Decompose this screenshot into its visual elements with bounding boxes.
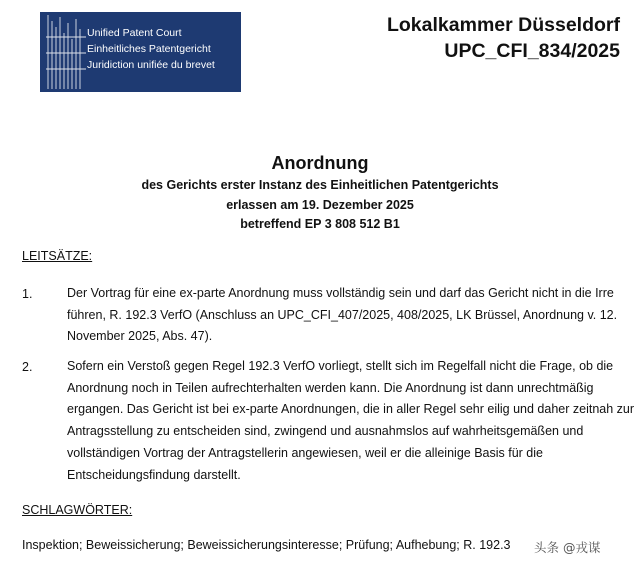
watermark-text: 头条 @戎谋 [534, 540, 601, 555]
watermark [528, 535, 634, 559]
schlagwoerter-heading: SCHLAGWÖRTER: [22, 503, 133, 517]
title-block [0, 150, 640, 235]
case-number: UPC_CFI_834/2025 [444, 40, 620, 62]
upc-logo [40, 12, 241, 92]
title-subline-3: betreffend EP 3 808 512 B1 [240, 217, 400, 231]
item-number: 1. [22, 287, 33, 301]
logo-line-de: Einheitliches Patentgericht [87, 43, 211, 55]
logo-text [87, 25, 215, 73]
logo-line-en: Unified Patent Court [87, 27, 182, 39]
header-right [387, 12, 620, 64]
keywords-text: Inspektion; Beweissicherung; Beweissicherungsinteresse; Prüfung; Aufhebung; R. 192.3 [22, 538, 511, 552]
item-text: Sofern ein Verstoß gegen Regel 192.3 VerfO vorliegt, stellt sich im Regelfall nicht die Frage, ob die Anordnung noch in Teilen aufrechterhalten werden kann. Die Anordnung ist dann unrechtmäßig ergangen. Das Gericht ist bei ex-parte Anordnungen, die in aller Regel sehr eilig und daher zeitnah zur Antragsstellung zu entscheiden sind, zwingend und ausnahmslos auf wahrheitsgemäßen und vollständigen Vortrag der Antragstellerin angewiesen, weil er die alleinige Basis für die Entscheidungsfindung darstellt. [67, 359, 635, 482]
court-name: Lokalkammer Düsseldorf [386, 14, 620, 36]
document-title: Anordnung [271, 153, 369, 173]
leitsaetze-heading: LEITSÄTZE: [22, 249, 93, 263]
item-number: 2. [22, 360, 33, 374]
title-subline-1: des Gerichts erster Instanz des Einheitlichen Patentgerichts [141, 178, 499, 192]
item-text: Der Vortrag für eine ex-parte Anordnung muss vollständig sein und darf das Gericht nicht in die Irre führen, R. 192.3 VerfO (Anschluss an UPC_CFI_407/2025, 408/2025, LK Brüssel, Anordnung v. 12. November 2025, Abs. 47). [67, 286, 618, 344]
title-subline-2: erlassen am 19. Dezember 2025 [226, 197, 414, 212]
logo-lines-graphic [46, 15, 86, 89]
logo-line-fr: Juridiction unifiée du brevet [87, 59, 215, 71]
